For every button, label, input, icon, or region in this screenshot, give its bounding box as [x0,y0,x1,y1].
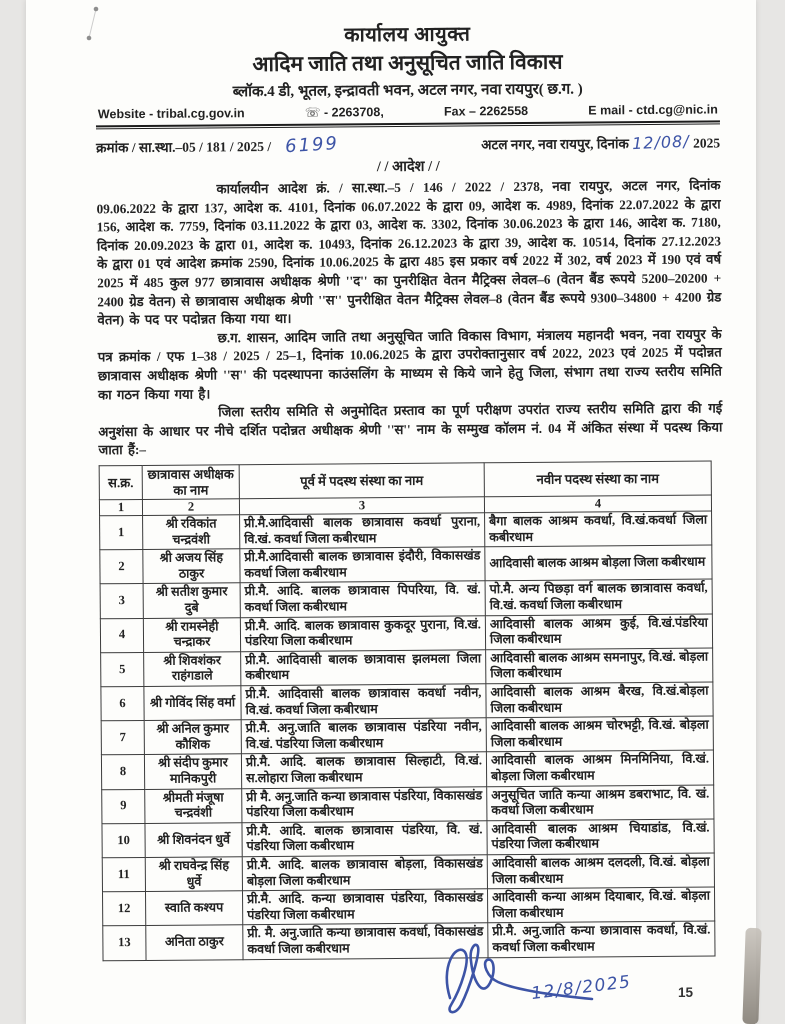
paragraph-order-history: कार्यालयीन आदेश क्रं. / सा.स्था.–5 / 146 / 2022 / 2378, नवा रायपुर, अटल नगर, दिनांक 09.06.2022 के द्वारा 137, आदेश क. 4101, दिनांक 06.07.2022 के द्वारा 09, आदेश क. 4989, दिनांक 22.07.2022 के द्वारा 156, आदेश क. 7759, दिनांक 03.11.2022 के द्वारा 03, आदेश क. 3302, दिनांक 30.06.2023 के द्वारा 146, आदेश क. 7180, दिनांक 20.09.2023 के द्वारा 01, आदेश क. 10493, दिनांक 26.12.2023 के द्वारा 39, आदेश क. 10514, दिनांक 27.12.2023 के द्वारा 01 एवं आदेश क्रमांक 2590, दिनांक 10.06.2025 के द्वारा 485 इस प्रकार वर्ष 2022 में 302, वर्ष 2023 में 190 एवं वर्ष 2025 में 485 कुल 977 छात्रावास अधीक्षक श्रेणी ''द'' का पुनरीक्षित वेतन मैट्रिक्स लेवल–6 (वेतन बैंड रूपये 5200–20200 + 2400 ग्रेड वेतन) से छात्रावास अधीक्षक श्रेणी ''स'' पुनरीक्षित वेतन मैट्रिक्स लेवल–8 (वेतन बैंड रूपये 9300–34800 + 4200 ग्रेड वेतन) के पद पर पदोन्नत किया गया था। [96,177,722,328]
cell-new-institution: बैगा बालक आश्रम कवर्धा, वि.खं.कवर्धा जिला कबीरधाम [485,511,712,547]
cell-new-institution: आदिवासी बालक आश्रम कुई, वि.खं.पंडरिया जिला कबीरधाम [485,614,712,650]
letterhead [95,17,720,129]
cell-previous-institution: प्री.मै. आदि. बालक छात्रावास पंडरिया, वि. खं. पंडरिया जिला कबीरधाम [242,821,487,857]
cell-officer-name: स्वाति कश्यप [145,891,242,926]
cell-officer-name: श्री रामस्नेही चन्द्राकर [143,617,240,652]
paragraph-committee-formation: छ.ग. शासन, आदिम जाति तथा अनुसूचित जाति विकास विभाग, मंत्रालय महानदी भवन, नवा रायपुर के पत्र क्रमांक / एफ 1–38 / 2025 / 25–1, दिनांक 10.06.2025 के द्वारा उपरोक्तानुसार वर्ष 2022, 2023 एवं 2025 में पदोन्नत छात्रावास अधीक्षक श्रेणी ''स'' की पदस्थापना काउंसलिंग के माध्यम से किये जाने हेतु जिला, संभाग तथा राज्य स्तरीय समिति का गठन किया गया है। [97,326,722,402]
header-previous-institution: पूर्व में पदस्थ संस्था का नाम [239,463,484,499]
cell-officer-name: श्री सतीश कुमार दुबे [143,583,240,618]
cell-previous-institution: प्री.मै.आदिवासी बालक छात्रावास इंदौरी, विकासखंड कवर्धा जिला कबीरधाम [240,547,485,583]
office-title: कार्यालय आयुक्त [344,23,471,47]
cell-previous-institution: प्री.मै. अनु.जाति बालक छात्रावास पंडरिया नवीन, वि.खं. पंडरिया जिला कबीरधाम [241,718,486,754]
header-officer-name: छात्रावास अधीक्षक का नाम [142,465,239,500]
cell-previous-institution: प्री.मै. आदिवासी बालक छात्रावास झलमला जिला कबीरधाम [241,650,486,686]
cell-new-institution: आदिवासी कन्या आश्रम दियाबार, वि.खं. बोड़ला जिला कबीरधाम [487,887,714,923]
cell-new-institution: आदिवासी बालक आश्रम दलदली, वि.खं. बोड़ला जिला कबीरधाम [487,853,714,889]
document-page [26,0,756,1024]
reference-number [96,134,339,157]
table-row [102,887,714,926]
document-content [26,0,756,961]
order-body [96,176,722,460]
cell-new-institution: पो.मै. अन्य पिछड़ा वर्ग बालक छात्रावास कवर्धा, वि.खं. कवर्धा जिला कबीरधाम [485,579,712,615]
table-row [101,648,713,687]
website-text: Website - tribal.cg.gov.in [97,106,245,122]
table-row [100,511,712,550]
cell-new-institution: अनुसूचित जाति कन्या आश्रम डबराभाट, वि. खं. कवर्धा जिला कबीरधाम [487,785,714,821]
cell-serial: 10 [102,823,145,858]
cell-officer-name: श्री अनिल कुमार कौशिक [144,720,241,755]
cell-officer-name: श्री शिवशंकर राहंगडाले [144,652,241,687]
phone-number: - 2263708, [323,105,384,120]
posting-table-body [100,511,715,960]
cell-serial: 12 [102,892,145,927]
fax-text: Fax – 2262558 [443,103,529,119]
department-title: आदिम जाति तथा अनुसूचित जाति विकास [252,49,563,77]
header-divider [96,120,720,129]
cell-new-institution: आदिवासी बालक आश्रम चोरभट्टी, वि.खं. बोड़ला जिला कबीरधाम [486,716,713,752]
cell-serial: 1 [100,516,143,551]
cell-officer-name: अनिता ठाकुर [146,925,243,960]
order-heading: / / आदेश / / [376,158,440,176]
scan-edge-shadow [742,928,761,1024]
cell-previous-institution: प्री.मै. आदि. कन्या छात्रावास पंडरिया, विकासखंड पंडरिया जिला कबीरधाम [242,889,487,925]
table-row [100,614,712,653]
printed-year: 2025 [693,135,721,151]
table-row [101,682,713,721]
cell-new-institution: आदिवासी बालक आश्रम मिनमिनिया, वि.खं. बोड़ला जिला कबीरधाम [486,750,713,786]
place-date-printed: अटल नगर, नवा रायपुर, दिनांक [481,136,629,153]
cell-serial: 11 [102,857,145,892]
handwritten-signature-date: 12/8/2025 [530,971,633,1005]
cell-previous-institution: प्री मै. अनु.जाति कन्या छात्रावास पंडरिया, विकासखंड पंडरिया जिला कबीरधाम [242,786,487,822]
table-row [100,545,712,584]
cell-officer-name: श्रीमती मंजूषा चन्द्रवंशी [145,788,242,823]
cell-new-institution: आदिवासी बालक आश्रम चियाडांड, वि.खं. पंडरिया जिला कबीरधाम [487,819,714,855]
office-address: ब्लॉक.4 डी, भूतल, इन्द्रावती भवन, अटल नगर, नवा रायपुर( छ.ग. ) [232,81,583,101]
handwritten-date: 12/08/ [631,131,691,154]
cell-new-institution: आदिवासी बालक आश्रम समनापुर, वि.खं. बोड़ला जिला कबीरधाम [486,648,713,684]
cell-new-institution: प्री.मै. अनु.जाति कन्या छात्रावास कवर्धा, वि.खं. कवर्धा जिला कबीरधाम [488,921,715,957]
cell-previous-institution: प्री.मै. आदि. बालक छात्रावास बोड़ला, विकासखंड बोड़ला जिला कबीरधाम [242,855,487,891]
reference-number-printed: क्रमांक / सा.स्था.–05 / 181 / 2025 / [96,138,272,156]
cell-serial: 2 [100,550,143,585]
cell-serial: 13 [103,926,146,961]
place-and-date [481,132,720,153]
cell-new-institution: आदिवासी बालक आश्रम बोड़ला जिला कबीरधाम [485,545,712,581]
cell-serial: 5 [101,652,144,687]
cell-previous-institution: प्री.मै. आदिवासी बालक छात्रावास कवर्धा नवीन, वि.खं. कवर्धा जिला कबीरधाम [241,684,486,720]
page-number: 15 [678,985,694,1000]
paragraph-posting-directive: जिला स्तरीय समिति से अनुमोदित प्रस्ताव का पूर्ण परीक्षण उपरांत राज्य स्तरीय समिति द्वारा की गई अनुशंसा के आधार पर नीचे दर्शित पदोन्नत अधीक्षक श्रेणी ''स'' नाम के सम्मुख कॉलम नं. 04 में अंकित संस्था में पदस्थ किया जाता हैं:– [98,400,723,458]
cell-previous-institution: प्री. मै. अनु.जाति कन्या छात्रावास कवर्धा, विकासखंड कवर्धा जिला कबीरधाम [243,923,488,959]
table-row [101,750,713,789]
column-number: 2 [142,499,239,516]
column-number: 4 [484,495,711,513]
handwritten-dispatch-number: 6199 [284,133,340,158]
table-row [102,853,714,892]
column-number: 3 [239,497,484,515]
cell-officer-name: श्री शिवनंदन धुर्वे [145,822,242,857]
cell-previous-institution: प्री.मै. आदि. बालक छात्रावास पिपरिया, वि. खं. कवर्धा जिला कबीरधाम [240,581,485,617]
cell-officer-name: श्री राघवेन्द्र सिंह धुर्वे [145,857,242,892]
cell-serial: 3 [100,584,143,619]
cell-previous-institution: प्री.मै. आदि. बालक छात्रावास कुकदूर पुराना, वि.खं. पंडरिया जिला कबीरधाम [240,615,485,651]
table-header-row [99,461,711,500]
cell-serial: 6 [101,686,144,721]
email-text: E mail - ctd.cg@nic.in [588,102,718,118]
phone-text [305,104,384,120]
table-row [102,785,714,824]
cell-previous-institution: प्री.मै. आदि. बालक छात्रावास सिल्हाटी, वि.खं. स.लोहारा जिला कबीरधाम [241,752,486,788]
cell-officer-name: श्री अजय सिंह ठाकुर [143,549,240,584]
cell-serial: 9 [102,789,145,824]
cell-serial: 4 [100,618,143,653]
table-row [101,716,713,755]
cell-previous-institution: प्री.मै.आदिवासी बालक छात्रावास कवर्धा पुराना, वि.खं. कवर्धा जिला कबीरधाम [240,513,485,549]
table-row [100,579,712,618]
table-row [103,921,715,960]
contact-line [96,101,720,121]
phone-icon: ☏ [304,105,321,120]
header-new-institution: नवीन पदस्थ संस्था का नाम [484,461,711,497]
cell-serial: 8 [101,755,144,790]
column-number: 1 [99,500,142,516]
cell-new-institution: आदिवासी बालक आश्रम बैरख, वि.खं.बोड़ला जिला कबीरधाम [486,682,713,718]
table-row [102,819,714,858]
cell-serial: 7 [101,721,144,756]
cell-officer-name: श्री गोविंद सिंह वर्मा [144,686,241,721]
header-serial: स.क्र. [99,465,142,500]
cell-officer-name: श्री संदीप कुमार मानिकपुरी [144,754,241,789]
posting-table [99,460,716,960]
cell-officer-name: श्री रविकांत चन्द्रवंशी [143,515,240,550]
